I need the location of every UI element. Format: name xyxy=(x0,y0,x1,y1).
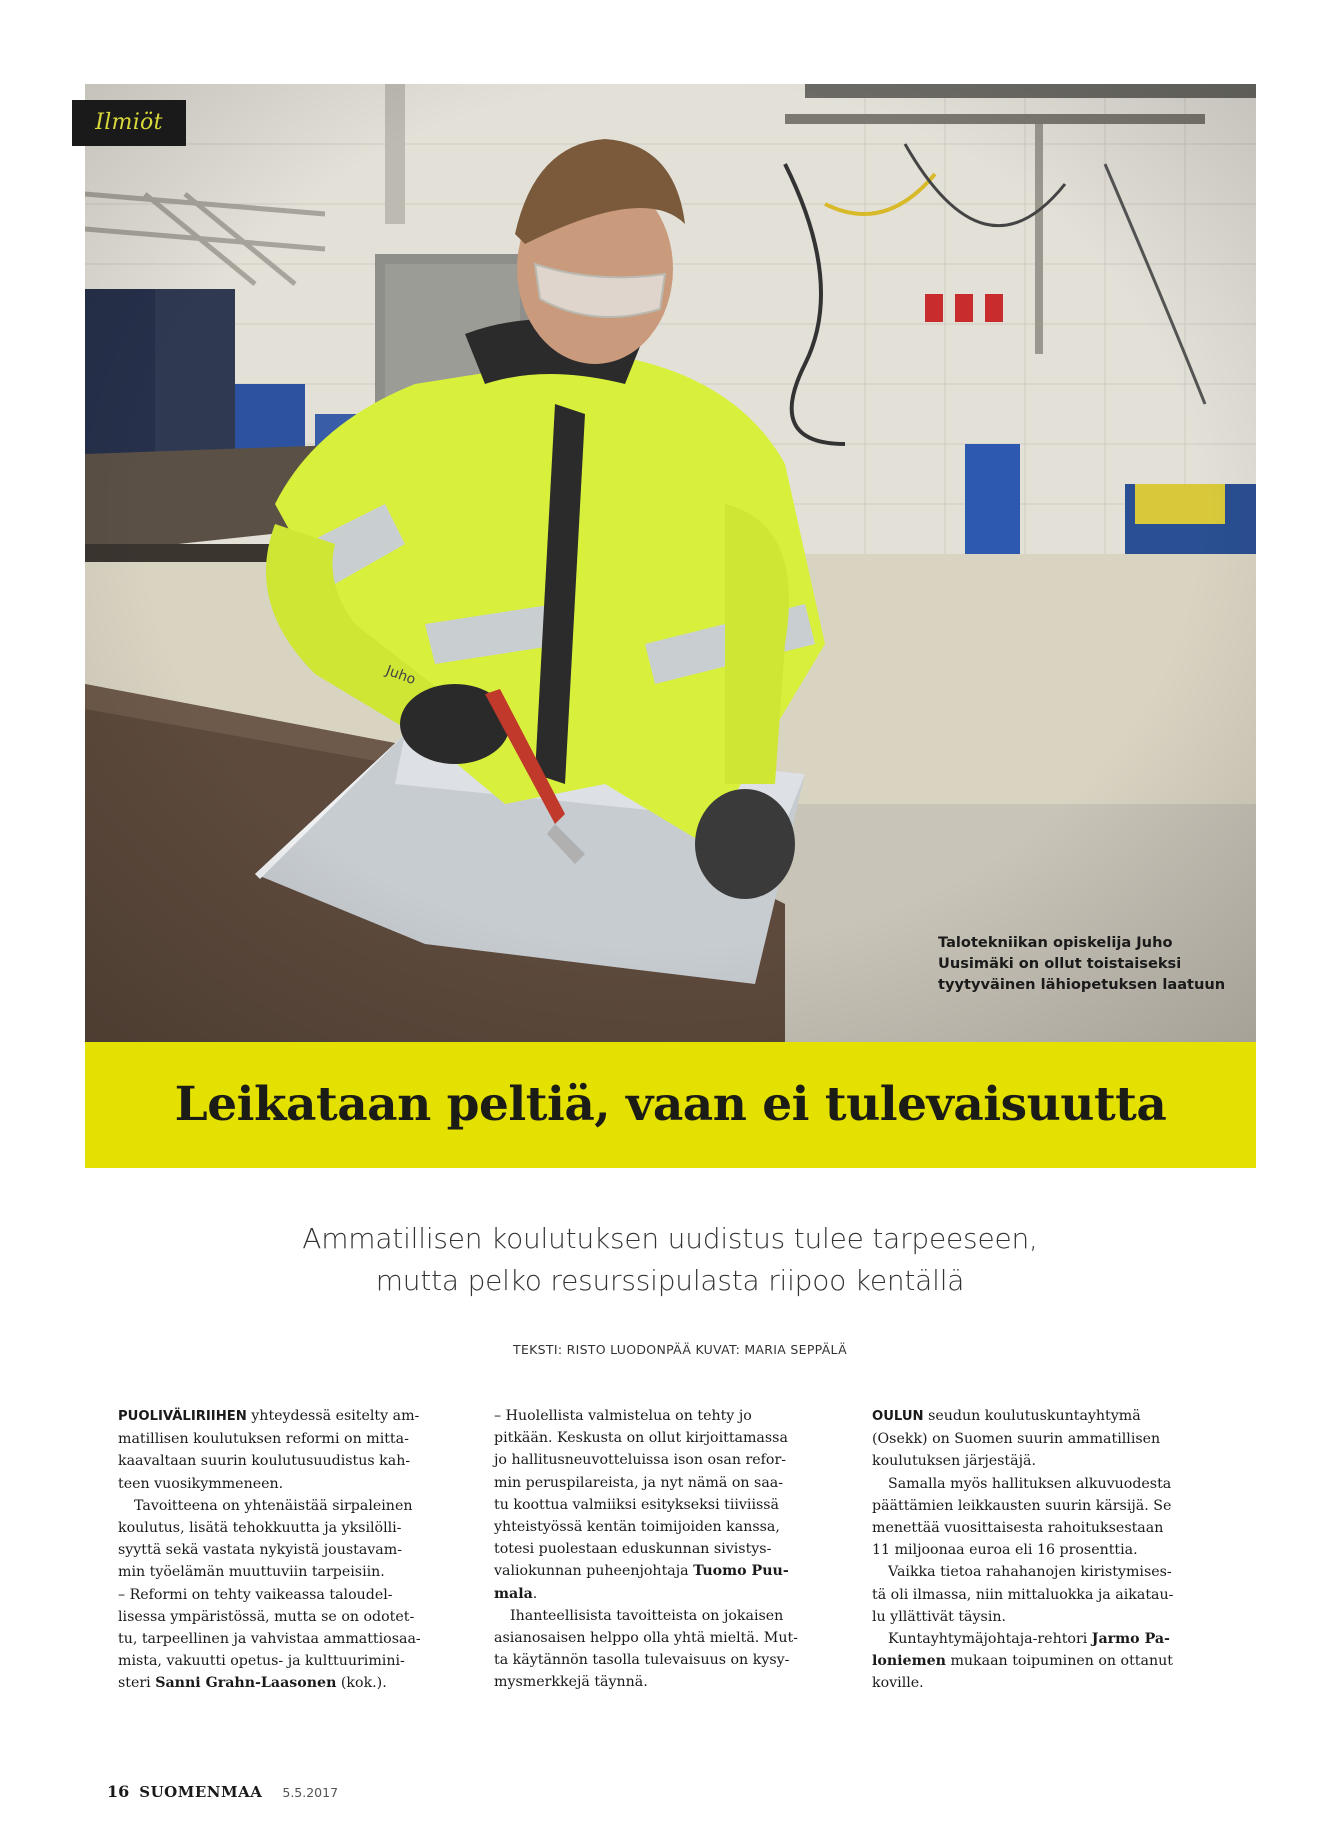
paragraph xyxy=(872,1628,1210,1695)
paragraph-text: mukaan toipuminen on ottanut koville. xyxy=(872,1653,1173,1692)
hero-photo xyxy=(85,84,1256,1042)
paragraph xyxy=(118,1405,456,1495)
photo-caption: Talotekniikan opiskelija Juho Uusimäki on ollut toistaiseksi tyytyväinen lähiopetuksen laatuun xyxy=(938,934,1226,993)
workshop-photo-illustration xyxy=(85,84,1256,1042)
paragraph-text: yhteydessä esitelty am- matillisen koulutuksen reformi on mitta- kaavaltaan suurin koulutusuudistus kah- teen vuosikymmeneen. xyxy=(118,1408,420,1492)
paragraph: Vaikka tietoa rahahanojen kiristymises- tä oli ilmassa, niin mittaluokka ja aikatau- lu yllättivät täysin. xyxy=(872,1564,1174,1625)
paragraph xyxy=(118,1584,456,1695)
page-number: 16 xyxy=(107,1782,130,1801)
lead-word: OULUN xyxy=(872,1409,924,1424)
article-column-2 xyxy=(494,1405,832,1694)
byline: TEKSTI: RISTO LUODONPÄÄ KUVAT: MARIA SEPPÄLÄ xyxy=(513,1342,847,1357)
paragraph-text: Kuntayhtymäjohtaja-rehtori xyxy=(888,1631,1092,1648)
paragraph xyxy=(494,1405,832,1605)
paragraph-text: – Huolellista valmistelua on tehty jo pitkään. Keskusta on ollut kirjoittamassa jo hallitusneuvotteluissa ison osan refor- min peruspilareista, ja nyt nämä on saa- tu koottua valmiiksi esitykseksi tiiviissä yhteistyössä kentän toimijoiden kanssa, totesi puolestaan eduskunnan sivistys- valiokunnan puheenjohtaja xyxy=(494,1408,788,1580)
paragraph xyxy=(872,1405,1210,1473)
headline: Leikataan peltiä, vaan ei tulevaisuutta xyxy=(174,1077,1167,1132)
person-name: Tuomo Puu- mala xyxy=(494,1563,789,1602)
issue-date: 5.5.2017 xyxy=(282,1785,339,1800)
article-column-3 xyxy=(872,1405,1210,1695)
subtitle: Ammatillisen koulutuksen uudistus tulee tarpeeseen, mutta pelko resurssipulasta riipoo kentällä xyxy=(302,1222,1038,1297)
section-tag: Ilmiöt xyxy=(72,100,186,146)
page-footer xyxy=(107,1782,338,1806)
paragraph-text: seudun koulutuskuntayhtymä (Osekk) on Suomen suurin ammatillisen koulutuksen järjestäjä. xyxy=(872,1408,1161,1470)
lead-word: PUOLIVÄLIRIIHEN xyxy=(118,1409,247,1424)
person-name: Sanni Grahn-Laasonen xyxy=(155,1675,337,1692)
paragraph-text: . xyxy=(532,1585,538,1602)
headline-band xyxy=(85,1042,1256,1168)
paragraph-text: – Reformi on tehty vaikeassa taloudel- lisessa ympäristössä, mutta se on odotet- tu, tarpeellinen ja vahvistaa ammattiosaa- mista, vakuutti opetus- ja kulttuurimini- steri xyxy=(118,1586,421,1692)
paragraph: Tavoitteena on yhtenäistää sirpaleinen koulutus, lisätä tehokkuutta ja yksilölli- syyttä sekä vastata nykyistä joustavam- min työelämän muuttuviin tarpeisiin. xyxy=(118,1497,413,1581)
person-name: Jarmo Pa- loniemen xyxy=(872,1631,1170,1670)
paragraph-text: (kok.). xyxy=(336,1675,387,1692)
paragraph: Ihanteellisista tavoitteista on jokaisen asianosaisen helppo olla yhtä mieltä. Mut- ta käytännön tasolla tulevaisuus on kysy- mysmerkkejä täynnä. xyxy=(494,1607,798,1691)
article-column-1 xyxy=(118,1405,456,1695)
paragraph: Samalla myös hallituksen alkuvuodesta päättämien leikkausten suurin kärsijä. Se menettää vuosittaisesta rahoituksestaan 11 miljoonaa euroa eli 16 prosenttia. xyxy=(872,1475,1172,1559)
magazine-name: SUOMENMAA xyxy=(139,1783,263,1801)
